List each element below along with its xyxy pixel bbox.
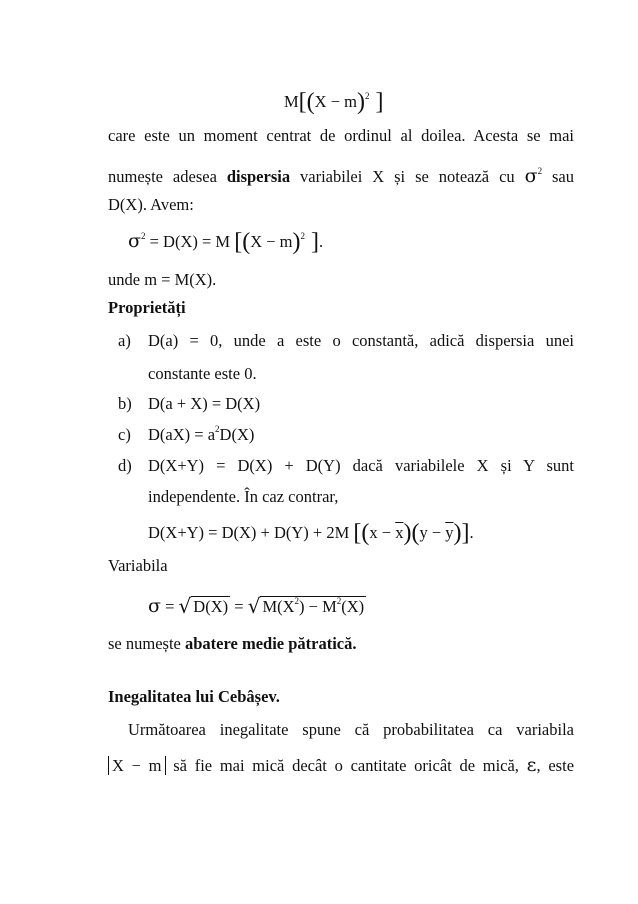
- prop-d-line2: independente. În caz contrar,: [148, 487, 339, 506]
- prop-c-text: $D(aX) = a^2D(X)$: [148, 424, 255, 444]
- formula-top: $M[(X - m)^2$ ]: [284, 89, 384, 115]
- sigma-symbol: σ: [524, 165, 538, 187]
- prop-c-marker: c): [118, 425, 131, 444]
- where-line: unde m = M(X).: [108, 270, 217, 289]
- inegalitate-line2: X − m să fie mai mică decât o cantitate oricât de mică, ε, este: [108, 755, 574, 776]
- prop-b-text: D(a + X) = D(X): [148, 394, 261, 413]
- prop-d-formula: D(X+Y) = D(X) + D(Y) + 2M $[(x - \overline{x})(y - \overline{y})]$.: [148, 520, 474, 546]
- prop-d-marker: d): [118, 456, 132, 475]
- para1-line3: D(X). Avem:: [108, 195, 194, 214]
- formula-std-dev: σ = √ D(X) = √ $M(X^2) - M^2(X)$: [148, 594, 365, 618]
- sqrt-moments: √ $M(X^2) - M^2(X)$: [247, 594, 365, 618]
- formula-top-m: M: [284, 92, 299, 111]
- prop-d-line1: D(X+Y) = D(X) + D(Y) dacă variabilele X și Y sunt: [148, 456, 574, 475]
- properties-title: Proprietăți: [108, 298, 186, 317]
- sqrt-dx: √ D(X): [178, 594, 229, 618]
- term-abatere: abatere medie pătratică.: [184, 634, 357, 653]
- formula-definition: $\sigma^2 = D(X) = M$ [$(X - m)^2$ ].: [128, 229, 324, 255]
- variabila-label: Variabila: [108, 556, 168, 575]
- abs-x-minus-m: X − m: [108, 756, 166, 775]
- para1-line1: care este un moment centrat de ordinul al doilea. Acesta se mai: [108, 126, 574, 145]
- epsilon-symbol: ε: [526, 754, 537, 776]
- inegalitate-line1: Următoarea inegalitate spune că probabilitatea ca variabila: [128, 720, 574, 739]
- prop-b-marker: b): [118, 394, 132, 413]
- inegalitate-title: Inegalitatea lui Cebâșev.: [108, 687, 280, 706]
- abatere-line: se numește abatere medie pătratică.: [108, 634, 357, 653]
- formula-top-exp: 2: [364, 91, 370, 101]
- prop-a-line2: constante este 0.: [148, 364, 257, 383]
- term-dispersia: dispersia: [226, 167, 291, 186]
- prop-a-marker: a): [118, 331, 131, 350]
- formula-top-content: X − m: [314, 92, 357, 111]
- prop-a-line1: D(a) = 0, unde a este o constantă, adică dispersia unei: [148, 331, 574, 350]
- para1-line2: numește adesea dispersia variabilei X și se notează cu $\sigma^2$ sau: [108, 165, 574, 187]
